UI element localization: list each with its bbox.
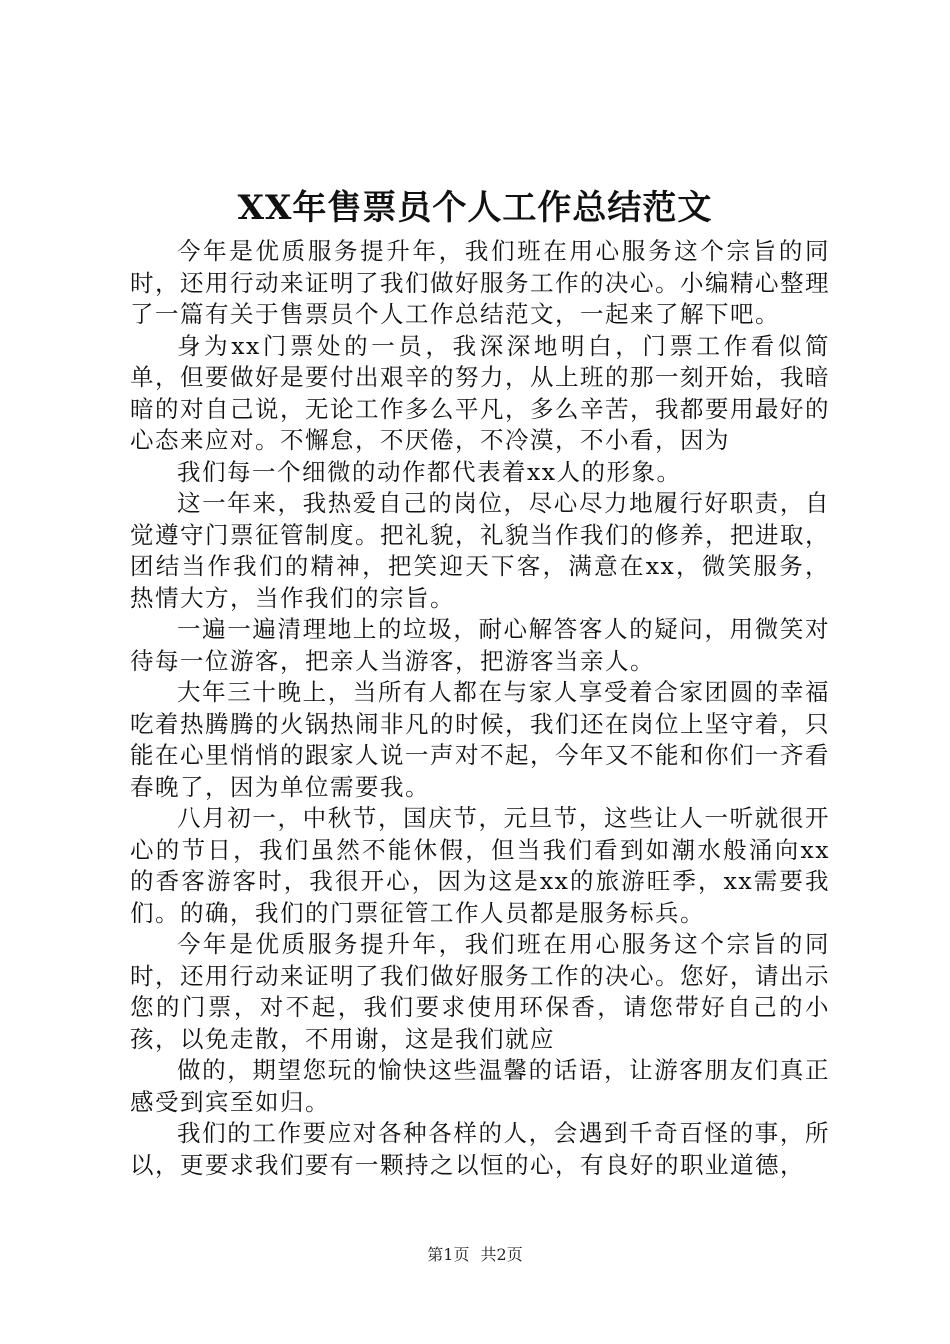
document-body (130, 236, 830, 1181)
paragraph: 做的，期望您玩的愉快这些温馨的话语，让游客朋友们真正感受到宾至如归。 (130, 1056, 830, 1116)
page-number-current: 第1页 (427, 1245, 470, 1264)
paragraph: 今年是优质服务提升年，我们班在用心服务这个宗旨的同时，还用行动来证明了我们做好服务工作的决心。小编精心整理了一篇有关于售票员个人工作总结范文，一起来了解下吧。 (130, 237, 830, 328)
paragraph: 八月初一，中秋节，国庆节，元旦节，这些让人一听就很开心的节日，我们虽然不能休假，但当我们看到如潮水般涌向xx的香客游客时，我很开心，因为这是xx的旅游旺季，xx需要我们。的确，我们的门票征管工作人员都是服务标兵。 (130, 804, 830, 927)
document-title: XX年售票员个人工作总结范文 (237, 188, 713, 228)
paragraph: 一遍一遍清理地上的垃圾，耐心解答客人的疑问，用微笑对待每一位游客，把亲人当游客，把游客当亲人。 (130, 615, 830, 675)
page-footer (0, 1244, 950, 1266)
page-number-total: 共2页 (480, 1245, 523, 1264)
paragraph: 今年是优质服务提升年，我们班在用心服务这个宗旨的同时，还用行动来证明了我们做好服务工作的决心。您好，请出示您的门票，对不起，我们要求使用环保香，请您带好自己的小孩，以免走散，不用谢，这是我们就应 (130, 930, 830, 1053)
paragraph: 这一年来，我热爱自己的岗位，尽心尽力地履行好职责，自觉遵守门票征管制度。把礼貌，礼貌当作我们的修养，把进取，团结当作我们的精神，把笑迎天下客，满意在xx，微笑服务，热情大方，当作我们的宗旨。 (130, 489, 830, 612)
paragraph: 我们每一个细微的动作都代表着xx人的形象。 (177, 457, 682, 486)
paragraph: 身为xx门票处的一员，我深深地明白，门票工作看似简单，但要做好是要付出艰辛的努力，从上班的那一刻开始，我暗暗的对自己说，无论工作多么平凡，多么辛苦，我都要用最好的心态来应对。不懈怠，不厌倦，不冷漠，不小看，因为 (130, 331, 830, 454)
paragraph: 我们的工作要应对各种各样的人，会遇到千奇百怪的事，所以，更要求我们要有一颗持之以恒的心，有良好的职业道德， (130, 1119, 830, 1179)
paragraph: 大年三十晚上，当所有人都在与家人享受着合家团圆的幸福吃着热腾腾的火锅热闹非凡的时候，我们还在岗位上坚守着，只能在心里悄悄的跟家人说一声对不起，今年又不能和你们一齐看春晚了，因为单位需要我。 (130, 678, 830, 801)
